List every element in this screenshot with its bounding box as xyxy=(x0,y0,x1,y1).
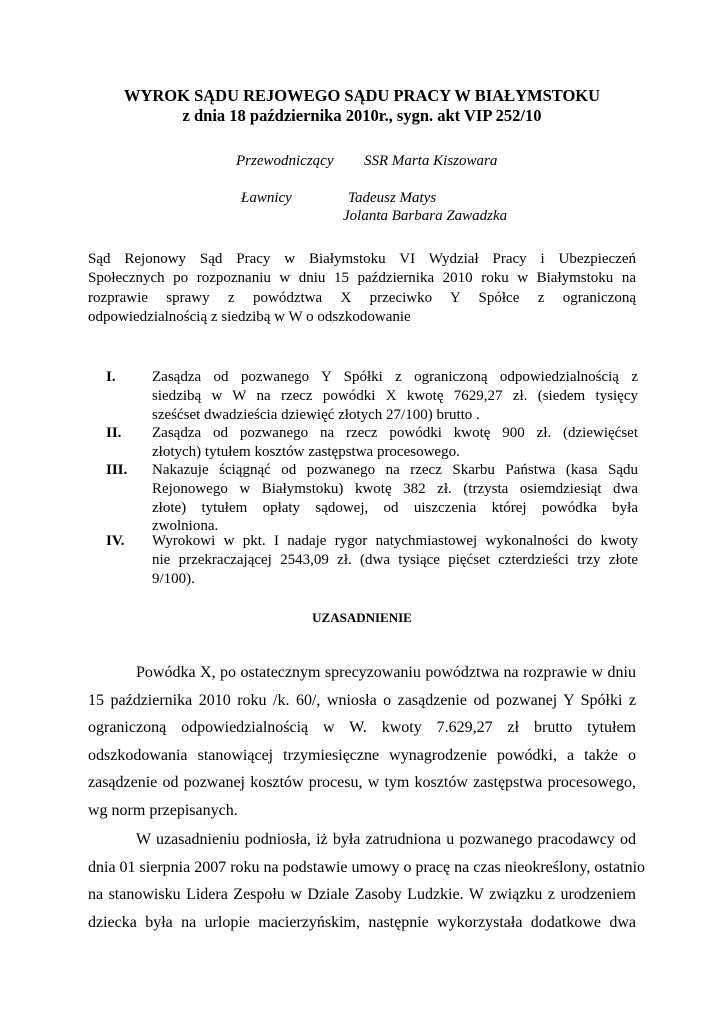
text-line: sześćset dwadzieścia dziewięć złotych 27/100) brutto . xyxy=(152,406,480,423)
text-line: nie przekraczającej 2543,09 zł. (dwa tysiące pięćset czterdzieści trzy złote xyxy=(152,551,638,568)
text-line: Nakazuje ściągnąć od pozwanego na rzecz Skarbu Państwa (kasa Sądu xyxy=(152,462,638,478)
text-line: złote) tytułem opłaty sądowej, od uiszczenia której powódka była xyxy=(152,499,638,516)
text-line: Zasądza od pozwanego na rzecz powódki kwotę 900 zł. (dziewięćset xyxy=(152,425,638,441)
text-line: dziecka była na urlopie macierzyńskim, następnie wykorzystała dodatkowe dwa xyxy=(88,913,636,931)
text-line: ograniczoną odpowiedzialnością w W. kwoty 7.629,27 zł brutto tytułem xyxy=(88,719,636,737)
text-line: Sąd Rejonowy Sąd Pracy w Białymstoku VI Wydział Pracy i Ubezpieczeń xyxy=(88,251,636,267)
text-line: Powódka X, po ostatecznym sprecyzowaniu powództwa na rozprawie w dniu xyxy=(136,664,636,681)
ruling-number: III. xyxy=(106,462,128,478)
text-line: 15 października 2010 roku /k. 60/, wniosła o zasądzenie od pozwanej Y Spółki z xyxy=(88,691,636,709)
text-line: wg norm przepisanych. xyxy=(88,801,238,819)
lay-judges-label: Ławnicy xyxy=(241,190,292,206)
ruling-text xyxy=(152,424,638,462)
text-line: Rejonowego w Białymstoku) kwotę 382 zł. (trzysta osiemdziesiąt dwa xyxy=(152,480,638,497)
chair-label: Przewodniczący xyxy=(236,153,334,169)
lay-judge-name: Jolanta Barbara Zawadzka xyxy=(343,208,508,224)
ruling-text xyxy=(152,532,638,588)
text-line: złotych) tytułem kosztów zastępstwa procesowego. xyxy=(152,443,460,460)
text-line: Zasądza od pozwanego Y Spółki z ograniczoną odpowiedzialnością z xyxy=(152,369,638,385)
text-line: odpowiedzialnością z siedzibą w W o odszkodowanie xyxy=(88,309,411,326)
text-line: zasądzenie od pozwanej kosztów procesu, w tym kosztów zastępstwa procesowego, xyxy=(88,774,636,792)
ruling-number: II. xyxy=(106,425,122,441)
text-line: W uzasadnieniu podniosła, iż była zatrudniona u pozwanego pracodawcy od xyxy=(136,831,636,848)
justification-paragraph xyxy=(88,659,636,825)
chair-name: SSR Marta Kiszowara xyxy=(364,153,498,169)
text-line: 9/100). xyxy=(152,570,195,587)
text-line: Wyrokowi w pkt. I nadaje rygor natychmiastowej wykonalności do kwoty xyxy=(152,533,638,549)
justification-heading: UZASADNIENIE xyxy=(312,610,412,625)
text-line: zwolniona. xyxy=(152,518,219,535)
text-line: Społecznych po rozpoznaniu w dniu 15 października 2010 roku w Białymstoku na xyxy=(88,270,636,287)
ruling-text xyxy=(152,461,638,536)
ruling-number: I. xyxy=(106,369,116,385)
justification-paragraph xyxy=(88,826,646,936)
text-line: dnia 01 sierpnia 2007 roku na podstawie umowy o pracę na czas nieokreślony, ostatnio xyxy=(88,858,646,876)
lay-judge-name: Tadeusz Matys xyxy=(348,190,437,206)
text-line: odszkodowania stanowiącej trzymiesięczne wynagrodzenie powódki, a także o xyxy=(88,746,636,764)
intro-paragraph xyxy=(88,250,636,328)
judgment-title: WYROK SĄDU REJOWEGO SĄDU PRACY W BIAŁYMSTOKU xyxy=(123,86,601,105)
ruling-number: IV. xyxy=(106,533,125,549)
text-line: na stanowisku Lidera Zespołu w Dziale Zasoby Ludzkie. W związku z urodzeniem xyxy=(88,886,636,904)
text-line: siedzibą w W na rzecz powódki X kwotę 7629,27 zł. (siedem tysięcy xyxy=(152,387,638,404)
text-line: rozprawie sprawy z powództwa X przeciwko Y Spółce z ograniczoną xyxy=(88,289,636,306)
judgment-date-and-case-number: z dnia 18 października 2010r., sygn. akt VIP 252/10 xyxy=(182,106,542,125)
ruling-text xyxy=(152,368,638,424)
